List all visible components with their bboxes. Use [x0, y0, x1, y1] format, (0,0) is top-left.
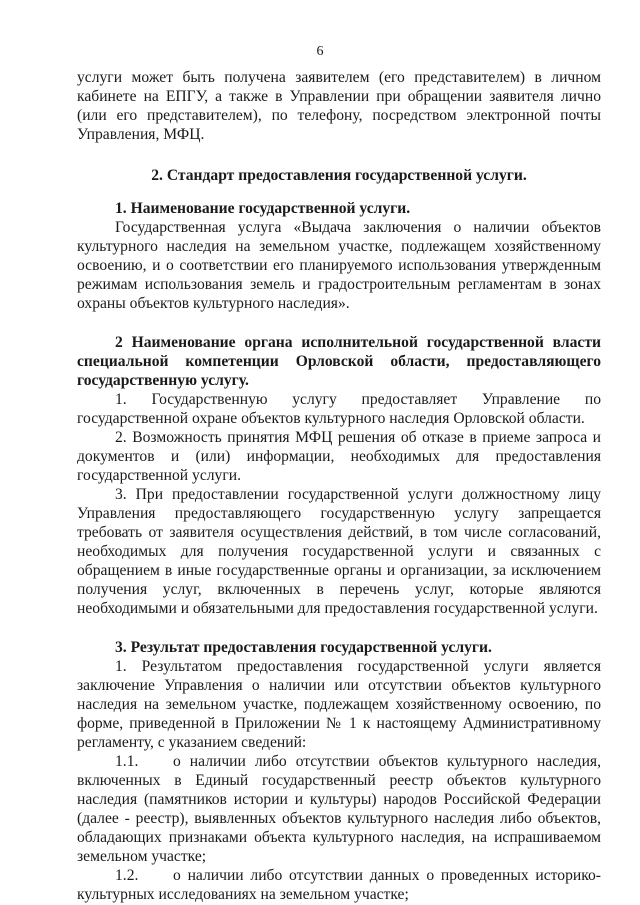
list-item-number: 1.1. — [115, 753, 139, 770]
subsection-2-paragraph-2: 2. Возможность принятия МФЦ решения об отказе в приеме запроса и документов и (или) информации, необходимых для предоставления государственной услуги. — [77, 429, 601, 484]
list-item-number: 1.2. — [115, 867, 139, 884]
subsection-2-paragraph-3: 3. При предоставлении государственной услуги должностному лицу Управления предоставляющего государственную услугу запрещается требовать от заявителя осуществления действий, в том числе согласований, необходимых для получения государственной услуги и связанных с обращением в иные государственные органы и организации, за исключением получения услуг, включенных в перечень услуг, которые являются необходимыми и обязательными для предоставления государственной услуги. — [77, 486, 601, 617]
subsection-2-paragraph-1: 1. Государственную услугу предоставляет Управление по государственной охране объектов культурного наследия Орловской области. — [77, 391, 601, 427]
list-item-text: о наличии либо отсутствии данных о проведенных историко-культурных исследованиях на земельном участке; — [77, 867, 601, 903]
subsection-3-paragraph-1: 1. Результатом предоставления государственной услуги является заключение Управления о наличии или отсутствии объектов культурного наследия на земельном участке, подлежащем хозяйственному освоению, по форме, приведенной в Приложении № 1 к настоящему Административному регламенту, с указанием сведений: — [77, 658, 601, 751]
intro-paragraph: услуги может быть получена заявителем (его представителем) в личном кабинете на ЕПГУ, а также в Управлении при обращении заявителя лично (или его представителем), по телефону, посредством электронной почты Управления, МФЦ. — [77, 69, 601, 143]
list-item — [77, 752, 601, 866]
document-body — [77, 68, 601, 904]
subsection-1-text: Государственная услуга «Выдача заключения о наличии объектов культурного наследия на земельном участке, подлежащем хозяйственному освоению, и о соответствии его планируемого использования утвержденным режимам использования земель и градостроительным регламентам в зонах охраны объектов культурного наследия». — [77, 219, 601, 312]
subsection-2-title: 2 Наименование органа исполнительной государственной власти специальной компетенции Орловской области, предоставляющего государственную услугу. — [77, 334, 601, 389]
list-item — [77, 866, 601, 904]
subsection-3-title: 3. Результат предоставления государственной услуги. — [115, 639, 492, 656]
list-item-text: о наличии либо отсутствии объектов культурного наследия, включенных в Единый государственный реестр объектов культурного наследия (памятников истории и культуры) народов Российской Федерации (далее - реестр), выявленных объектов культурного наследия либо объектов, обладающих признаками объекта культурного наследия, на испрашиваемом земельном участке; — [77, 753, 601, 865]
section-2-title: 2. Стандарт предоставления государственной услуги. — [151, 167, 527, 184]
page-number: 6 — [316, 44, 324, 59]
subsection-1-title: 1. Наименование государственной услуги. — [115, 200, 411, 217]
